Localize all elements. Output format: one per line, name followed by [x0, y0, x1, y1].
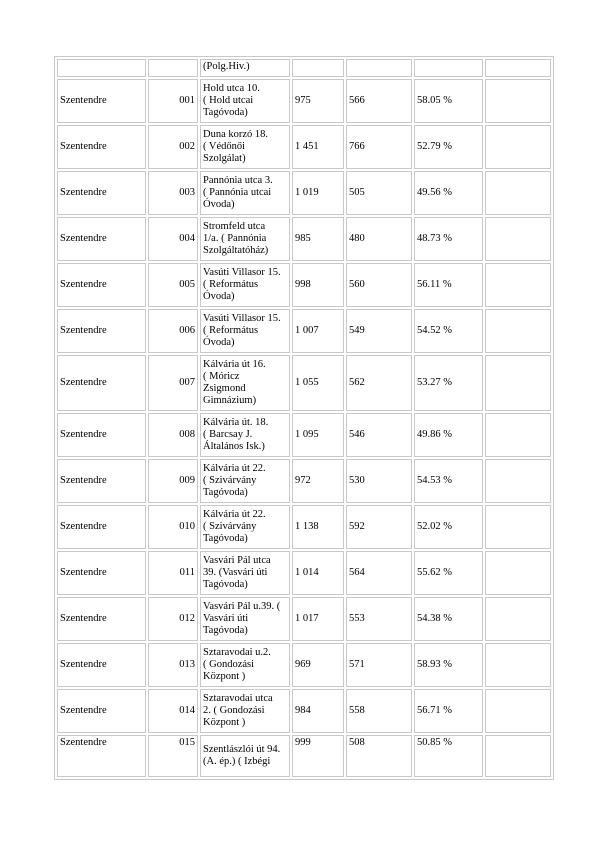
table-row — [57, 263, 551, 307]
cell-city: Szentendre — [57, 505, 146, 549]
cell-voters: 972 — [292, 459, 344, 503]
cell-turnout: 49.56 % — [414, 171, 483, 215]
address-line: Szentlászlói út 94. — [203, 744, 281, 755]
cell-turnout: 54.52 % — [414, 309, 483, 353]
table-row — [57, 643, 551, 687]
cell-voters: 975 — [292, 79, 344, 123]
address-line: Kálvária út 22. — [203, 463, 266, 474]
cell-voters: 984 — [292, 689, 344, 733]
address-line: 2. ( Gondozási — [203, 705, 265, 716]
cell-empty — [485, 309, 551, 353]
cell-address — [200, 217, 290, 261]
address-line: Sztaravodai utca — [203, 693, 273, 704]
cell-address — [200, 125, 290, 169]
address-line: Kálvária út. 18. — [203, 417, 269, 428]
cell-empty — [485, 217, 551, 261]
cell-empty — [485, 79, 551, 123]
cell-city: Szentendre — [57, 689, 146, 733]
address-line: Sztaravodai u.2. — [203, 647, 271, 658]
cell-votes: 564 — [346, 551, 412, 595]
cell-number: 012 — [148, 597, 198, 641]
cell-empty — [485, 413, 551, 457]
address-line: ( Móricz — [203, 371, 240, 382]
table-row — [57, 689, 551, 733]
address-line: ( Barcsay J. — [203, 429, 253, 440]
cell-votes: 546 — [346, 413, 412, 457]
address-line: Hold utca 10. — [203, 83, 260, 94]
cell-city: Szentendre — [57, 413, 146, 457]
table-row — [57, 217, 551, 261]
cell-turnout: 54.53 % — [414, 459, 483, 503]
cell-city: Szentendre — [57, 217, 146, 261]
address-line: ( Református — [203, 279, 259, 290]
cell-turnout: 58.05 % — [414, 79, 483, 123]
cell-address — [200, 263, 290, 307]
address-line: Zsigmond — [203, 383, 246, 394]
cell-voters: 1 138 — [292, 505, 344, 549]
table-row-continued — [57, 59, 551, 77]
cell-turnout: 54.38 % — [414, 597, 483, 641]
cell-turnout: 56.11 % — [414, 263, 483, 307]
address-line: ( Gondozási — [203, 659, 255, 670]
address-line: ( Szivárvány — [203, 475, 257, 486]
address-line: ( Református — [203, 325, 259, 336]
cell-number: 005 — [148, 263, 198, 307]
cell-city — [57, 59, 146, 77]
cell-address — [200, 459, 290, 503]
cell-voters: 999 — [292, 735, 344, 777]
table-row — [57, 79, 551, 123]
address-line: Szolgálat) — [203, 153, 246, 164]
table-row — [57, 459, 551, 503]
address-line: Szolgáltatóház) — [203, 245, 269, 256]
address-line: 1/a. ( Pannónia — [203, 233, 267, 244]
cell-voters: 1 007 — [292, 309, 344, 353]
table-row — [57, 171, 551, 215]
cell-number: 004 — [148, 217, 198, 261]
cell-city: Szentendre — [57, 125, 146, 169]
cell-city: Szentendre — [57, 459, 146, 503]
cell-voters: 1 451 — [292, 125, 344, 169]
table-row — [57, 551, 551, 595]
address-line: Vasvári úti — [203, 613, 249, 624]
address-line: Központ ) — [203, 717, 246, 728]
cell-empty — [485, 735, 551, 777]
table-row — [57, 413, 551, 457]
cell-votes: 566 — [346, 79, 412, 123]
cell-votes: 562 — [346, 355, 412, 411]
cell-votes: 592 — [346, 505, 412, 549]
address-line: Tagóvoda) — [203, 487, 248, 498]
address-line: ( Pannónia utcai — [203, 187, 272, 198]
address-line: Általános Isk.) — [203, 441, 265, 452]
cell-empty — [485, 171, 551, 215]
cell-city: Szentendre — [57, 551, 146, 595]
cell-turnout: 52.02 % — [414, 505, 483, 549]
cell-city: Szentendre — [57, 735, 146, 777]
cell-turnout: 55.62 % — [414, 551, 483, 595]
cell-address — [200, 355, 290, 411]
table-row — [57, 355, 551, 411]
address-line: Tagóvoda) — [203, 533, 248, 544]
cell-votes: 480 — [346, 217, 412, 261]
cell-address — [200, 413, 290, 457]
cell-address — [200, 171, 290, 215]
cell-votes: 766 — [346, 125, 412, 169]
cell-turnout: 58.93 % — [414, 643, 483, 687]
cell-address — [200, 643, 290, 687]
cell-voters: 1 019 — [292, 171, 344, 215]
cell-number: 003 — [148, 171, 198, 215]
cell-votes: 508 — [346, 735, 412, 777]
table-row — [57, 309, 551, 353]
address-line: Vasúti Villasor 15. — [203, 267, 281, 278]
address-line: Vasúti Villasor 15. — [203, 313, 281, 324]
address-line: Stromfeld utca — [203, 221, 266, 232]
cell-voters: 1 014 — [292, 551, 344, 595]
address-line: 39. (Vasvári úti — [203, 567, 268, 578]
cell-address — [200, 689, 290, 733]
address-line: Tagóvoda) — [203, 107, 248, 118]
cell-turnout: 50.85 % — [414, 735, 483, 777]
cell-empty — [485, 643, 551, 687]
cell-number: 006 — [148, 309, 198, 353]
cell-empty — [485, 125, 551, 169]
address-line: Óvoda) — [203, 291, 235, 302]
cell-votes: 530 — [346, 459, 412, 503]
address-line: Tagóvoda) — [203, 625, 248, 636]
cell-address — [200, 505, 290, 549]
cell-votes: 560 — [346, 263, 412, 307]
cell-voters — [292, 59, 344, 77]
cell-address — [200, 309, 290, 353]
address-line: Kálvária út 16. — [203, 359, 266, 370]
cell-votes: 505 — [346, 171, 412, 215]
cell-city: Szentendre — [57, 597, 146, 641]
table-body — [57, 59, 551, 777]
cell-number: 001 — [148, 79, 198, 123]
cell-city: Szentendre — [57, 263, 146, 307]
address-line: (A. ép.) ( Izbégi — [203, 756, 271, 767]
cell-empty — [485, 689, 551, 733]
cell-voters: 985 — [292, 217, 344, 261]
cell-city: Szentendre — [57, 79, 146, 123]
cell-address — [200, 735, 290, 777]
table-row — [57, 597, 551, 641]
cell-city: Szentendre — [57, 643, 146, 687]
cell-number — [148, 59, 198, 77]
cell-voters: 998 — [292, 263, 344, 307]
cell-number: 011 — [148, 551, 198, 595]
address-line: (Polg.Hiv.) — [203, 61, 250, 72]
cell-turnout: 52.79 % — [414, 125, 483, 169]
cell-turnout: 49.86 % — [414, 413, 483, 457]
cell-turnout: 53.27 % — [414, 355, 483, 411]
cell-number: 015 — [148, 735, 198, 777]
cell-voters: 1 095 — [292, 413, 344, 457]
address-line: Központ ) — [203, 671, 246, 682]
cell-votes: 571 — [346, 643, 412, 687]
cell-number: 010 — [148, 505, 198, 549]
cell-empty — [485, 355, 551, 411]
cell-number: 014 — [148, 689, 198, 733]
cell-empty — [485, 505, 551, 549]
cell-votes: 553 — [346, 597, 412, 641]
address-line: ( Hold utcai — [203, 95, 254, 106]
cell-empty — [485, 597, 551, 641]
address-line: Vasvári Pál u.39. ( — [203, 601, 281, 612]
table-row — [57, 735, 551, 777]
table-row — [57, 125, 551, 169]
cell-address — [200, 59, 290, 77]
cell-address — [200, 551, 290, 595]
cell-turnout: 56.71 % — [414, 689, 483, 733]
cell-number: 007 — [148, 355, 198, 411]
address-line: Tagóvoda) — [203, 579, 248, 590]
cell-empty — [485, 59, 551, 77]
cell-empty — [485, 551, 551, 595]
cell-address — [200, 597, 290, 641]
cell-voters: 1 055 — [292, 355, 344, 411]
cell-city: Szentendre — [57, 355, 146, 411]
cell-votes: 558 — [346, 689, 412, 733]
cell-turnout — [414, 59, 483, 77]
address-line: Duna korzó 18. — [203, 129, 269, 140]
cell-votes — [346, 59, 412, 77]
address-line: ( Védőnői — [203, 141, 246, 152]
cell-number: 002 — [148, 125, 198, 169]
address-line: Óvoda) — [203, 199, 235, 210]
address-line: Gimnázium) — [203, 395, 257, 406]
cell-number: 013 — [148, 643, 198, 687]
address-line: ( Szivárvány — [203, 521, 257, 532]
cell-empty — [485, 263, 551, 307]
cell-voters: 969 — [292, 643, 344, 687]
cell-empty — [485, 459, 551, 503]
address-line: Vasvári Pál utca — [203, 555, 271, 566]
table-row — [57, 505, 551, 549]
cell-number: 008 — [148, 413, 198, 457]
cell-city: Szentendre — [57, 171, 146, 215]
address-line: Kálvária út 22. — [203, 509, 266, 520]
cell-city: Szentendre — [57, 309, 146, 353]
polling-stations-table — [54, 56, 554, 780]
cell-address — [200, 79, 290, 123]
cell-turnout: 48.73 % — [414, 217, 483, 261]
cell-number: 009 — [148, 459, 198, 503]
cell-voters: 1 017 — [292, 597, 344, 641]
cell-votes: 549 — [346, 309, 412, 353]
address-line: Óvoda) — [203, 337, 235, 348]
address-line: Pannónia utca 3. — [203, 175, 273, 186]
